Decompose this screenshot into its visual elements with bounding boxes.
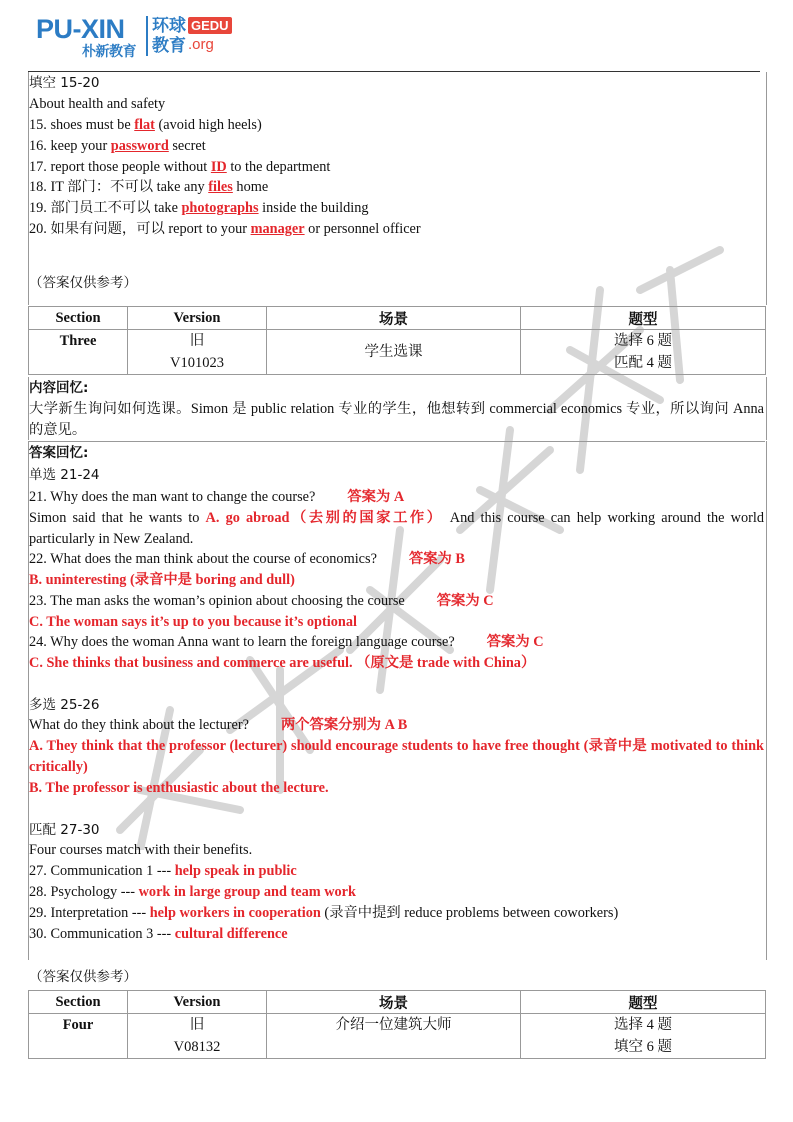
question-23: 23. The man asks the woman’s opinion about choosing the course 答案为 C — [29, 593, 494, 609]
scene-value: 介绍一位建筑大师 — [267, 1014, 521, 1059]
header-section: Section — [29, 991, 128, 1014]
question-21: 21. Why does the man want to change the course? 答案为 A — [29, 489, 405, 505]
header-scene: 场景 — [267, 307, 521, 330]
single-choice-heading: 单选 21-24 — [29, 467, 100, 483]
reference-note-2: （答案仅供参考） — [29, 969, 137, 985]
type-cell: 选择 4 题 填空 6 题 — [521, 1014, 766, 1059]
question-25-option-a: A. They think that the professor (lecturer) should encourage students to have free thought (录音中是 motivated to think critically) — [29, 738, 764, 775]
scene-value: 学生选课 — [267, 330, 521, 375]
header-logo — [36, 14, 236, 60]
question-24: 24. Why does the woman Anna want to learn the foreign language course? 答案为 C — [29, 634, 544, 650]
fill-item-16: 16. keep your password secret — [29, 138, 206, 154]
type-cell: 选择 6 题 匹配 4 题 — [521, 330, 766, 375]
fill-heading: 填空 15-20 — [29, 75, 100, 91]
header-type: 题型 — [521, 307, 766, 330]
header-version: Version — [128, 991, 267, 1014]
gedu-logo-chinese: 环球 教育 — [152, 16, 186, 56]
version-cell: 旧 V101023 — [128, 330, 267, 375]
gedu-org-suffix: .org — [188, 36, 214, 53]
header-section: Section — [29, 307, 128, 330]
match-item-27: 27. Communication 1 --- help speak in public — [29, 863, 297, 879]
multi-choice-heading: 多选 25-26 — [29, 697, 100, 713]
matching-heading: 匹配 27-30 — [29, 822, 100, 838]
fill-item-19: 19. 部门员工不可以 take photographs inside the building — [29, 200, 369, 216]
section-three-table — [28, 306, 766, 375]
fill-item-18: 18. IT 部门：不可以 take any files home — [29, 179, 269, 195]
fill-item-15: 15. shoes must be flat (avoid high heels) — [29, 117, 262, 133]
header-version: Version — [128, 307, 267, 330]
header-scene: 场景 — [267, 991, 521, 1014]
matching-intro: Four courses match with their benefits. — [29, 842, 253, 858]
logo-divider — [146, 16, 148, 56]
content-recall-text: 大学新生询问如何选课。Simon 是 public relation 专业的学生，他想转到 commercial economics 专业，所以询问 Anna 的意见。 — [29, 401, 764, 438]
section-value: Three — [29, 330, 128, 375]
question-24-note: C. She thinks that business and commerce are useful. （原文是 trade with China） — [29, 655, 536, 671]
question-23-note: C. The woman says it’s up to you because it’s optional — [29, 614, 357, 630]
question-22-note: B. uninteresting (录音中是 boring and dull) — [29, 572, 295, 588]
reference-note-1: （答案仅供参考） — [29, 275, 137, 291]
answer-recall-heading: 答案回忆: — [29, 445, 89, 461]
match-item-28: 28. Psychology --- work in large group and team work — [29, 884, 356, 900]
match-item-30: 30. Communication 3 --- cultural difference — [29, 926, 288, 942]
version-cell: 旧 V08132 — [128, 1014, 267, 1059]
question-25: What do they think about the lecturer? 两个答案分别为 A B — [29, 717, 408, 733]
header-type: 题型 — [521, 991, 766, 1014]
question-25-option-b: B. The professor is enthusiastic about the lecture. — [29, 780, 329, 796]
question-21-note: Simon said that he wants to A. go abroad（去别的国家工作） And this course can help working around the world particularly in New Zealand. — [29, 510, 765, 547]
content-recall-heading: 内容回忆: — [29, 380, 89, 396]
section-four-table — [28, 990, 766, 1059]
puxin-logo-subtext: 朴新教育 — [82, 44, 136, 60]
fill-item-20: 20. 如果有问题，可以 report to your manager or personnel officer — [29, 221, 421, 237]
section-value: Four — [29, 1014, 128, 1059]
match-item-29: 29. Interpretation --- help workers in cooperation (录音中提到 reduce problems between coworkers) — [29, 905, 619, 921]
gedu-badge: GEDU — [188, 17, 232, 34]
puxin-logo-text: PU-XIN — [36, 14, 125, 44]
fill-topic: About health and safety — [29, 96, 166, 112]
fill-item-17: 17. report those people without ID to the department — [29, 159, 331, 175]
question-22: 22. What does the man think about the course of economics? 答案为 B — [29, 551, 465, 567]
